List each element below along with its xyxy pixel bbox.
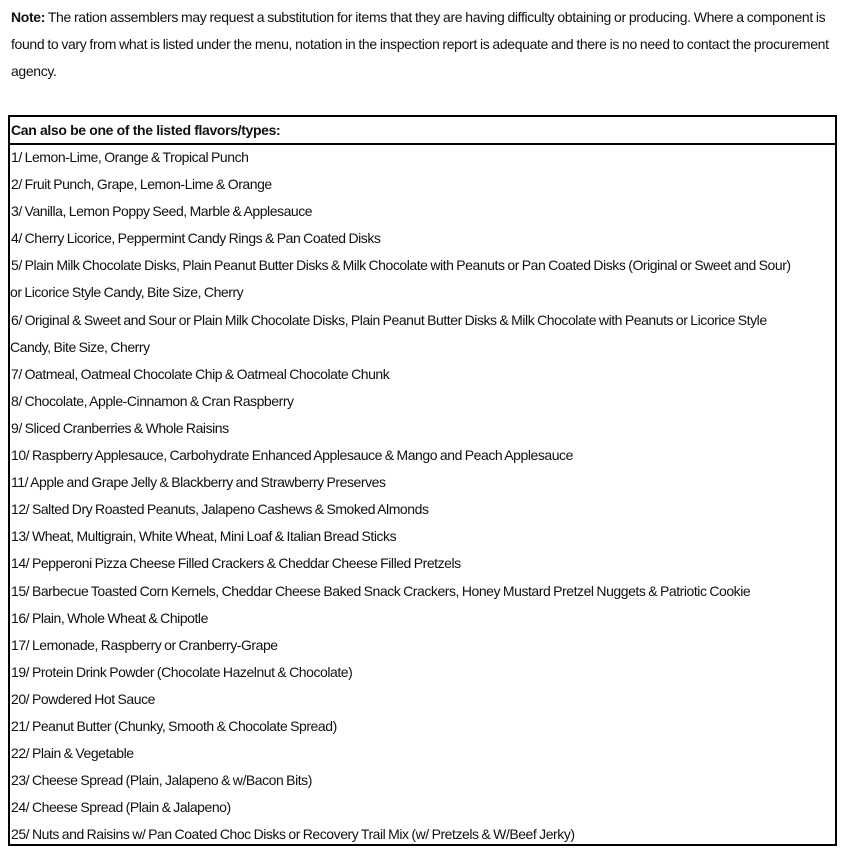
table-row: 13/ Wheat, Multigrain, White Wheat, Mini Loaf & Italian Bread Sticks — [11, 528, 397, 545]
table-row-continuation: Candy, Bite Size, Cherry — [10, 338, 150, 355]
table-row: 19/ Protein Drink Powder (Chocolate Hazelnut & Chocolate) — [11, 663, 353, 680]
table-row: 25/ Nuts and Raisins w/ Pan Coated Choc Disks or Recovery Trail Mix (w/ Pretzels & W/Beef Jerky) — [11, 826, 575, 843]
table-row: 5/ Plain Milk Chocolate Disks, Plain Peanut Butter Disks & Milk Chocolate with Peanuts or Pan Coated Disks (Original or Sweet and Sour) — [11, 257, 791, 274]
table-row: 4/ Cherry Licorice, Peppermint Candy Rings & Pan Coated Disks — [11, 230, 381, 247]
table-row: 11/ Apple and Grape Jelly & Blackberry and Strawberry Preserves — [11, 474, 386, 491]
table-row: 15/ Barbecue Toasted Corn Kernels, Cheddar Cheese Baked Snack Crackers, Honey Mustard Pretzel Nuggets & Patriotic Cookie — [11, 582, 751, 599]
flavors-table — [8, 115, 837, 846]
table-row: 7/ Oatmeal, Oatmeal Chocolate Chip & Oatmeal Chocolate Chunk — [11, 365, 390, 382]
table-row: 21/ Peanut Butter (Chunky, Smooth & Chocolate Spread) — [11, 717, 337, 734]
table-rows — [10, 144, 835, 848]
table-row: 10/ Raspberry Applesauce, Carbohydrate Enhanced Applesauce & Mango and Peach Applesauce — [11, 447, 573, 464]
table-row: 23/ Cheese Spread (Plain, Jalapeno & w/Bacon Bits) — [11, 772, 312, 789]
table-row: 17/ Lemonade, Raspberry or Cranberry-Grape — [11, 636, 278, 653]
table-row: 3/ Vanilla, Lemon Poppy Seed, Marble & Applesauce — [11, 203, 313, 220]
table-row: 24/ Cheese Spread (Plain & Jalapeno) — [11, 799, 231, 816]
table-row-continuation: or Licorice Style Candy, Bite Size, Cherry — [10, 284, 244, 301]
note-text: The ration assemblers may request a substitution for items that they are having difficulty obtaining or producing. Where a component is found to vary from what is listed under the menu, notation in the inspection report is adequate and there is no need to contact the procurement agency. — [11, 9, 829, 79]
table-row: 22/ Plain & Vegetable — [11, 745, 134, 762]
table-row: 9/ Sliced Cranberries & Whole Raisins — [11, 419, 229, 436]
table-row: 12/ Salted Dry Roasted Peanuts, Jalapeno Cashews & Smoked Almonds — [11, 501, 429, 518]
table-row: 1/ Lemon-Lime, Orange & Tropical Punch — [11, 149, 249, 165]
table-row: 16/ Plain, Whole Wheat & Chipotle — [11, 609, 208, 626]
note-label: Note: — [11, 9, 46, 25]
table-row: 2/ Fruit Punch, Grape, Lemon-Lime & Orange — [11, 176, 272, 193]
table-row: 8/ Chocolate, Apple-Cinnamon & Cran Raspberry — [11, 392, 294, 409]
note-paragraph — [11, 4, 843, 85]
table-row: 20/ Powdered Hot Sauce — [11, 690, 155, 707]
table-header: Can also be one of the listed flavors/types: — [10, 117, 835, 145]
table-row: 6/ Original & Sweet and Sour or Plain Milk Chocolate Disks, Plain Peanut Butter Disks & Milk Chocolate with Peanuts or Licorice Style — [11, 311, 767, 328]
table-row: 14/ Pepperoni Pizza Cheese Filled Crackers & Cheddar Cheese Filled Pretzels — [11, 555, 461, 572]
